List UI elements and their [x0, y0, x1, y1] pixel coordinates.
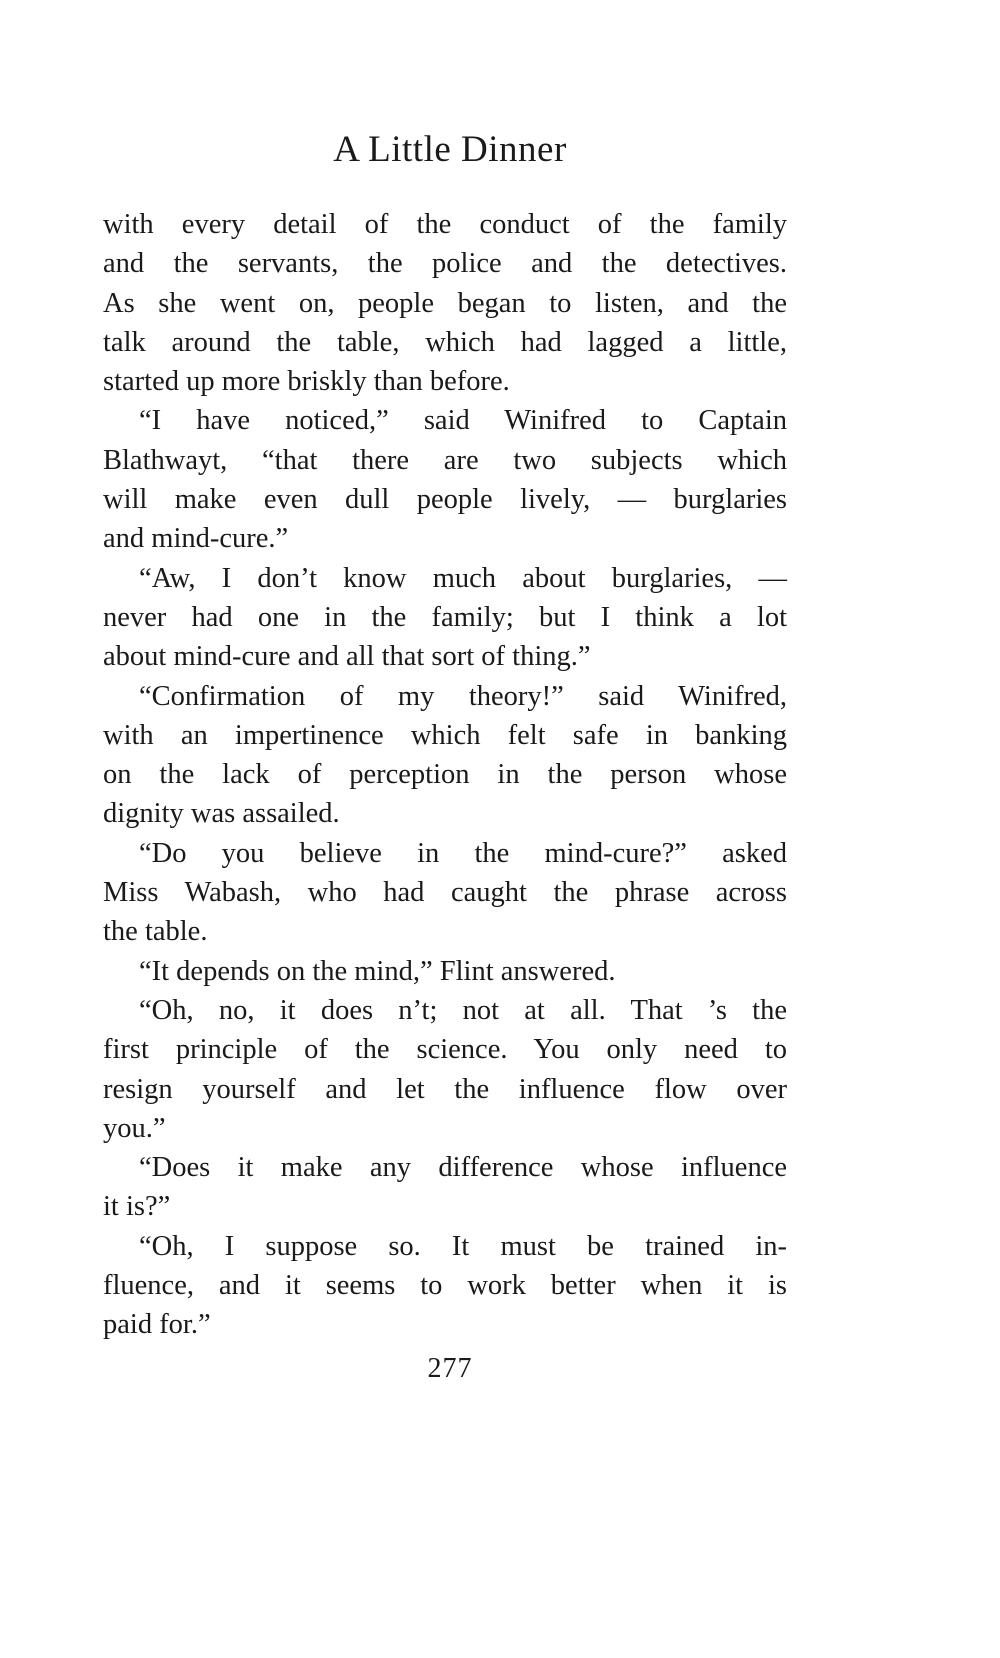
text-line: with an impertinence which felt safe in banking — [103, 719, 787, 751]
text-line: on the lack of perception in the person whose — [103, 759, 787, 791]
text-line: “Do you believe in the mind-cure?” asked — [139, 837, 787, 869]
text-line: talk around the table, which had lagged a little, — [103, 326, 787, 358]
text-line: “Does it make any difference whose influence — [139, 1152, 787, 1184]
text-line: first principle of the science. You only need to — [103, 1034, 787, 1066]
text-line: “It depends on the mind,” Flint answered. — [139, 955, 616, 987]
text-line: dignity was assailed. — [103, 798, 340, 830]
text-line: “Aw, I don’t know much about burglaries, — — [139, 562, 787, 594]
text-line: “Oh, I suppose so. It must be trained in- — [139, 1230, 787, 1262]
page-number: 277 — [427, 1353, 473, 1384]
body-text — [103, 205, 787, 1345]
text-line: “I have noticed,” said Winifred to Captain — [139, 405, 787, 437]
text-line: with every detail of the conduct of the family — [103, 209, 787, 240]
text-line: about mind-cure and all that sort of thing.” — [103, 641, 591, 673]
text-line: Blathwayt, “that there are two subjects which — [103, 444, 787, 476]
text-line: you.” — [103, 1112, 166, 1144]
text-line: As she went on, people began to listen, and the — [103, 287, 787, 319]
text-line: started up more briskly than before. — [103, 366, 510, 398]
text-line: never had one in the family; but I think a lot — [103, 601, 787, 633]
text-line: will make even dull people lively, — burglaries — [103, 484, 787, 516]
text-line: the table. — [103, 916, 208, 948]
text-line: it is?” — [103, 1191, 171, 1223]
text-line: Miss Wabash, who had caught the phrase across — [103, 877, 787, 909]
text-line: fluence, and it seems to work better when it is — [103, 1270, 787, 1302]
text-line: resign yourself and let the influence flow over — [103, 1073, 787, 1105]
text-line: “Oh, no, it does n’t; not at all. That ’s the — [139, 994, 787, 1026]
running-head: A Little Dinner — [333, 129, 567, 170]
text-line: and mind-cure.” — [103, 523, 289, 555]
text-line: “Confirmation of my theory!” said Winifred, — [139, 680, 787, 712]
text-line: paid for.” — [103, 1309, 211, 1341]
text-line: and the servants, the police and the detectives. — [103, 248, 787, 280]
